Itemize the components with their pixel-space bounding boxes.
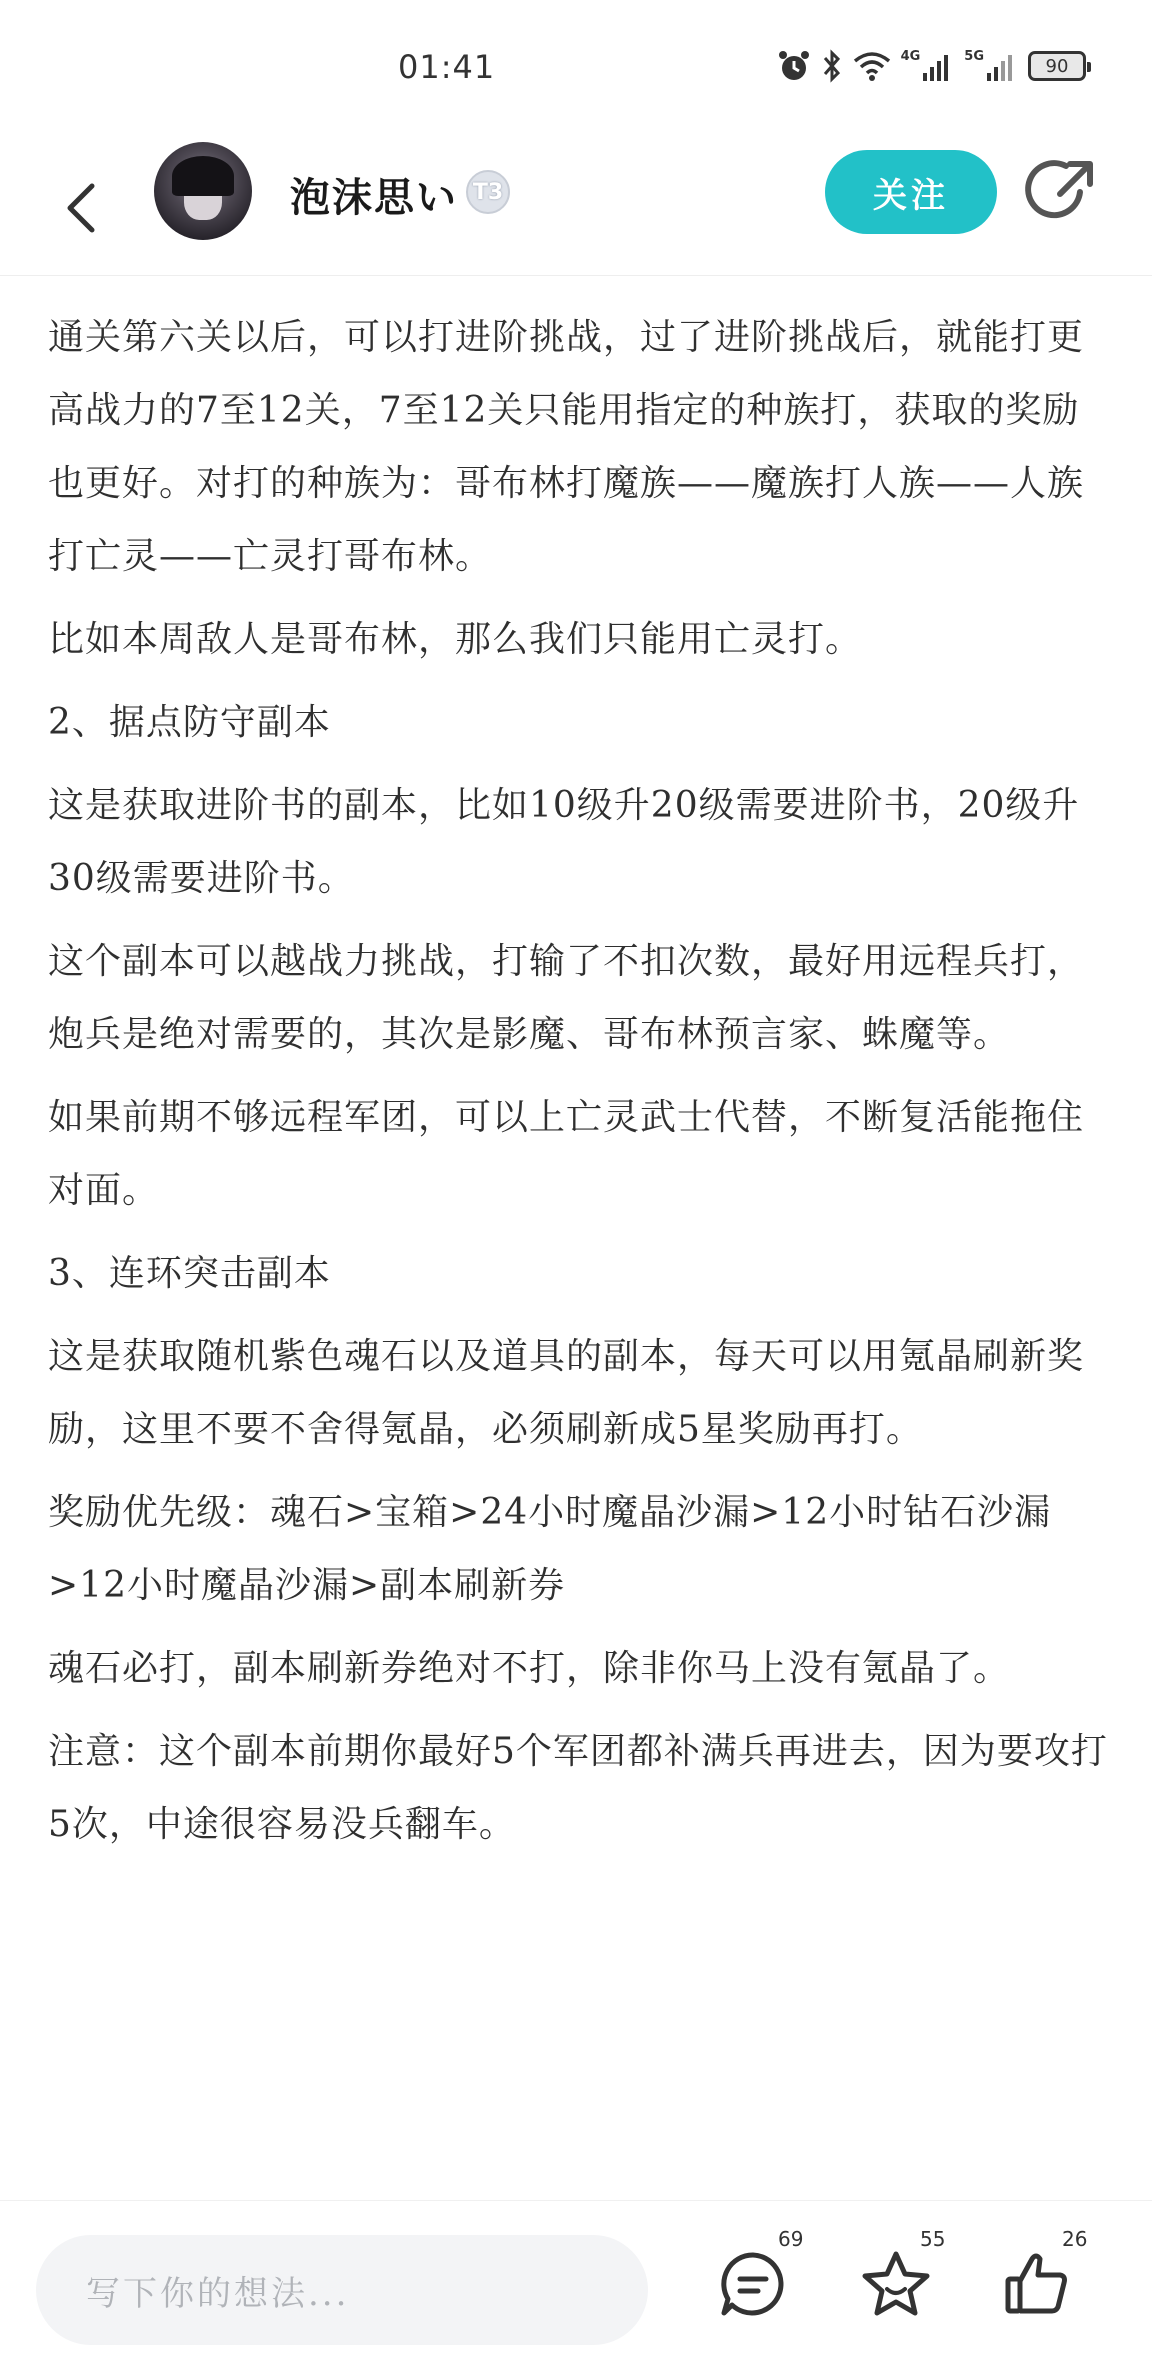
likes-count: 26 — [1062, 2227, 1088, 2251]
signal-5g-icon — [986, 51, 1018, 81]
chevron-left-icon — [56, 166, 106, 246]
status-time: 01:41 — [398, 48, 496, 86]
article-paragraph: 魂石必打，副本刷新券绝对不打，除非你马上没有氪晶了。 — [48, 1648, 1011, 1689]
network-4g-label: 4G — [900, 48, 921, 64]
article-paragraph: 这是获取随机紫色魂石以及道具的副本，每天可以用氪晶刷新奖励，这里不要不舍得氪晶，必须刷新成5星奖励再打。 — [48, 1336, 1085, 1450]
comments-count: 69 — [778, 2227, 804, 2251]
bottom-action-bar — [0, 2200, 1152, 2376]
star-icon — [860, 2249, 932, 2319]
share-icon — [1028, 156, 1098, 226]
article-paragraph: 注意：这个副本前期你最好5个军团都补满兵再进去，因为要攻打5次，中途很容易没兵翻车。 — [48, 1731, 1108, 1845]
bluetooth-icon — [821, 49, 843, 83]
thumbs-up-icon — [1002, 2249, 1072, 2319]
author-avatar[interactable] — [154, 142, 252, 240]
follow-button[interactable]: 关注 — [825, 150, 997, 234]
share-button[interactable] — [1028, 156, 1098, 226]
status-bar — [0, 0, 1152, 136]
article-section-heading: 3、连环突击副本 — [48, 1253, 331, 1294]
article-paragraph: 如果前期不够远程军团，可以上亡灵武士代替，不断复活能拖住对面。 — [48, 1097, 1085, 1211]
article-paragraph: 奖励优先级：魂石>宝箱>24小时魔晶沙漏>12小时钻石沙漏>12小时魔晶沙漏>副本刷新券 — [48, 1492, 1052, 1606]
comment-icon — [718, 2249, 788, 2319]
article-paragraph: 通关第六关以后，可以打进阶挑战，过了进阶挑战后，就能打更高战力的7至12关，7至12关只能用指定的种族打，获取的奖励也更好。对打的种族为：哥布林打魔族——魔族打人族——人族打亡灵——亡灵打哥布林。 — [48, 317, 1085, 577]
article-paragraph: 这个副本可以越战力挑战，打输了不扣次数，最好用远程兵打，炮兵是绝对需要的，其次是影魔、哥布林预言家、蛛魔等。 — [48, 941, 1085, 1055]
post-header — [0, 136, 1152, 276]
author-name[interactable]: 泡沫思い — [290, 175, 458, 221]
article-text — [48, 218, 1108, 1871]
comment-input[interactable]: 写下你的想法... — [36, 2235, 648, 2345]
network-5g-label: 5G — [964, 48, 984, 64]
author-level-badge: T3 — [466, 170, 510, 214]
comment-button[interactable] — [718, 2227, 804, 2329]
favorite-button[interactable] — [860, 2227, 946, 2329]
battery-level: 90 — [1045, 55, 1069, 77]
signal-4g-icon — [922, 51, 954, 81]
status-icons — [777, 46, 1086, 86]
article-section-heading: 2、据点防守副本 — [48, 702, 331, 743]
wifi-icon — [853, 50, 891, 82]
article-body — [0, 276, 1152, 2200]
like-button[interactable] — [1002, 2227, 1088, 2329]
back-button[interactable] — [56, 166, 106, 246]
article-paragraph: 这是获取进阶书的副本，比如10级升20级需要进阶书，20级升30级需要进阶书。 — [48, 785, 1080, 899]
battery-indicator — [1028, 51, 1086, 81]
article-paragraph: 比如本周敌人是哥布林，那么我们只能用亡灵打。 — [48, 619, 863, 660]
favorites-count: 55 — [920, 2227, 946, 2251]
alarm-icon — [777, 49, 811, 83]
